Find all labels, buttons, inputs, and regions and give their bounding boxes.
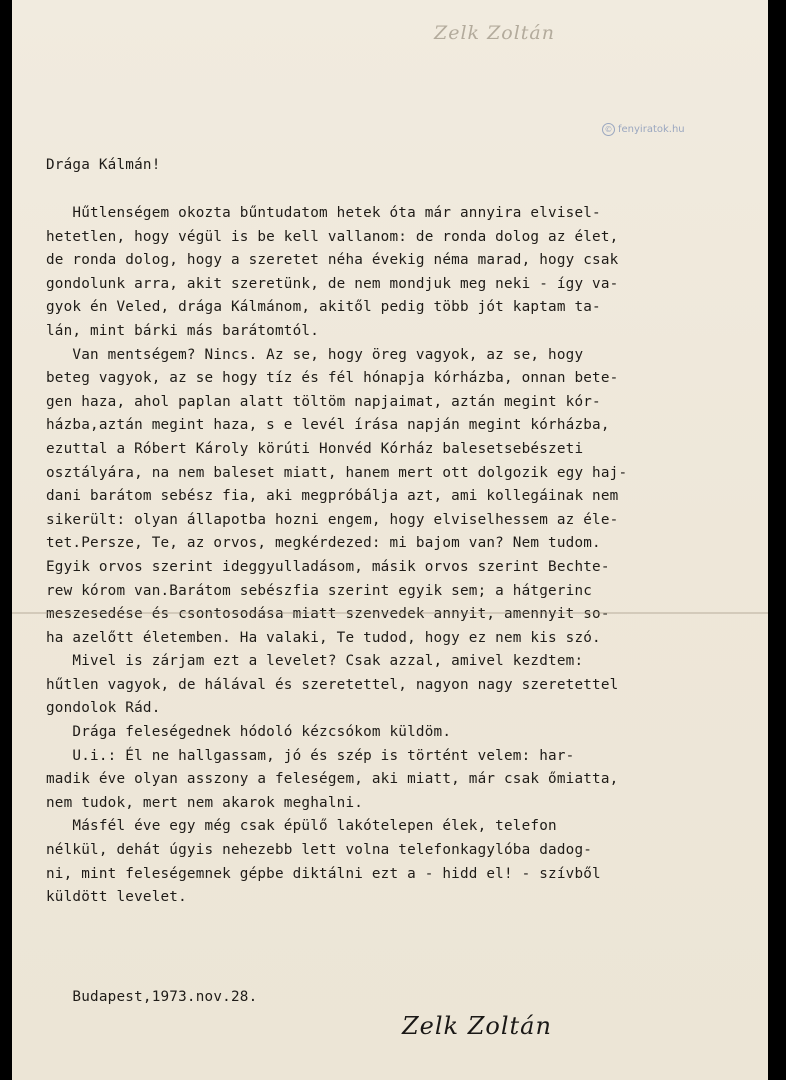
watermark-text: fenyiratok.hu: [618, 124, 685, 135]
paper-fold-line: [12, 612, 768, 614]
letter-line: meszesedése és csontosodása miatt szenvedek annyit, amennyit so-: [46, 606, 610, 623]
letter-line: osztályára, na nem baleset miatt, hanem mert ott dolgozik egy haj-: [46, 464, 628, 481]
letter-line: hetetlen, hogy végül is be kell vallanom: de ronda dolog az élet,: [46, 228, 619, 245]
letter-line: hűtlen vagyok, de hálával és szeretettel, nagyon nagy szeretettel: [46, 676, 619, 693]
letter-line: U.i.: Él ne hallgassam, jó és szép is történt velem: har-: [46, 747, 575, 764]
letter-line: de ronda dolog, hogy a szeretet néha évekig néma marad, hogy csak: [46, 252, 619, 269]
letter-line: ni, mint feleségemnek gépbe diktálni ezt a - hidd el! - szívből: [46, 865, 601, 882]
letter-page: [12, 0, 768, 1080]
letter-line: gyok én Veled, drága Kálmánom, akitől pedig több jót kaptam ta-: [46, 299, 601, 316]
letter-line: ezuttal a Róbert Károly körúti Honvéd Kórház balesetsebészeti: [46, 440, 584, 457]
letter-line: gondolok Rád.: [46, 700, 161, 717]
letter-line: lán, mint bárki más barátomtól.: [46, 322, 320, 339]
letter-line: gondolunk arra, akit szeretünk, de nem mondjuk meg neki - így va-: [46, 275, 619, 292]
letter-line: Mivel is zárjam ezt a levelet? Csak azzal, amivel kezdtem:: [46, 653, 584, 670]
letter-body: [46, 202, 627, 910]
letter-line: gen haza, ahol paplan alatt töltöm napjaimat, aztán megint kór-: [46, 393, 601, 410]
watermark: [602, 123, 685, 136]
letter-line: küldött levelet.: [46, 889, 187, 906]
letter-line: sikerült: olyan állapotba hozni engem, hogy elviselhessem az éle-: [46, 511, 619, 528]
handwritten-signature: Zelk Zoltán: [402, 1012, 552, 1040]
letter-line: nélkül, dehát úgyis nehezebb lett volna telefonkagylóba dadog-: [46, 842, 593, 859]
letter-line: Van mentségem? Nincs. Az se, hogy öreg vagyok, az se, hogy: [46, 346, 584, 363]
letter-line: Másfél éve egy még csak épülő lakótelepen élek, telefon: [46, 818, 557, 835]
letter-line: tet.Persze, Te, az orvos, megkérdezed: mi bajom van? Nem tudom.: [46, 535, 601, 552]
copyright-icon: ©: [602, 123, 615, 136]
letter-line: dani barátom sebész fia, aki megpróbálja azt, ami kollegáinak nem: [46, 488, 619, 505]
letter-line: Egyik orvos szerint ideggyulladásom, másik orvos szerint Bechte-: [46, 558, 610, 575]
letter-line: beteg vagyok, az se hogy tíz és fél hónapja kórházba, onnan bete-: [46, 370, 619, 387]
header-handwritten-name: Zelk Zoltán: [434, 22, 555, 44]
letter-line: Hűtlenségem okozta bűntudatom hetek óta már annyira elvisel-: [46, 205, 601, 221]
letter-line: rew kórom van.Barátom sebészfia szerint egyik sem; a hátgerinc: [46, 582, 593, 599]
letter-line: madik éve olyan asszony a feleségem, aki miatt, már csak őmiatta,: [46, 771, 619, 788]
letter-line: házba,aztán megint haza, s e levél írása napján megint kórházba,: [46, 417, 610, 434]
letter-line: Drága feleségednek hódoló kézcsókom küldöm.: [46, 724, 452, 741]
greeting: Drága Kálmán!: [46, 157, 161, 173]
letter-line: ha azelőtt életemben. Ha valaki, Te tudod, hogy ez nem kis szó.: [46, 629, 601, 646]
letter-line: nem tudok, mert nem akarok meghalni.: [46, 794, 364, 811]
place-date: Budapest,1973.nov.28.: [46, 989, 258, 1005]
